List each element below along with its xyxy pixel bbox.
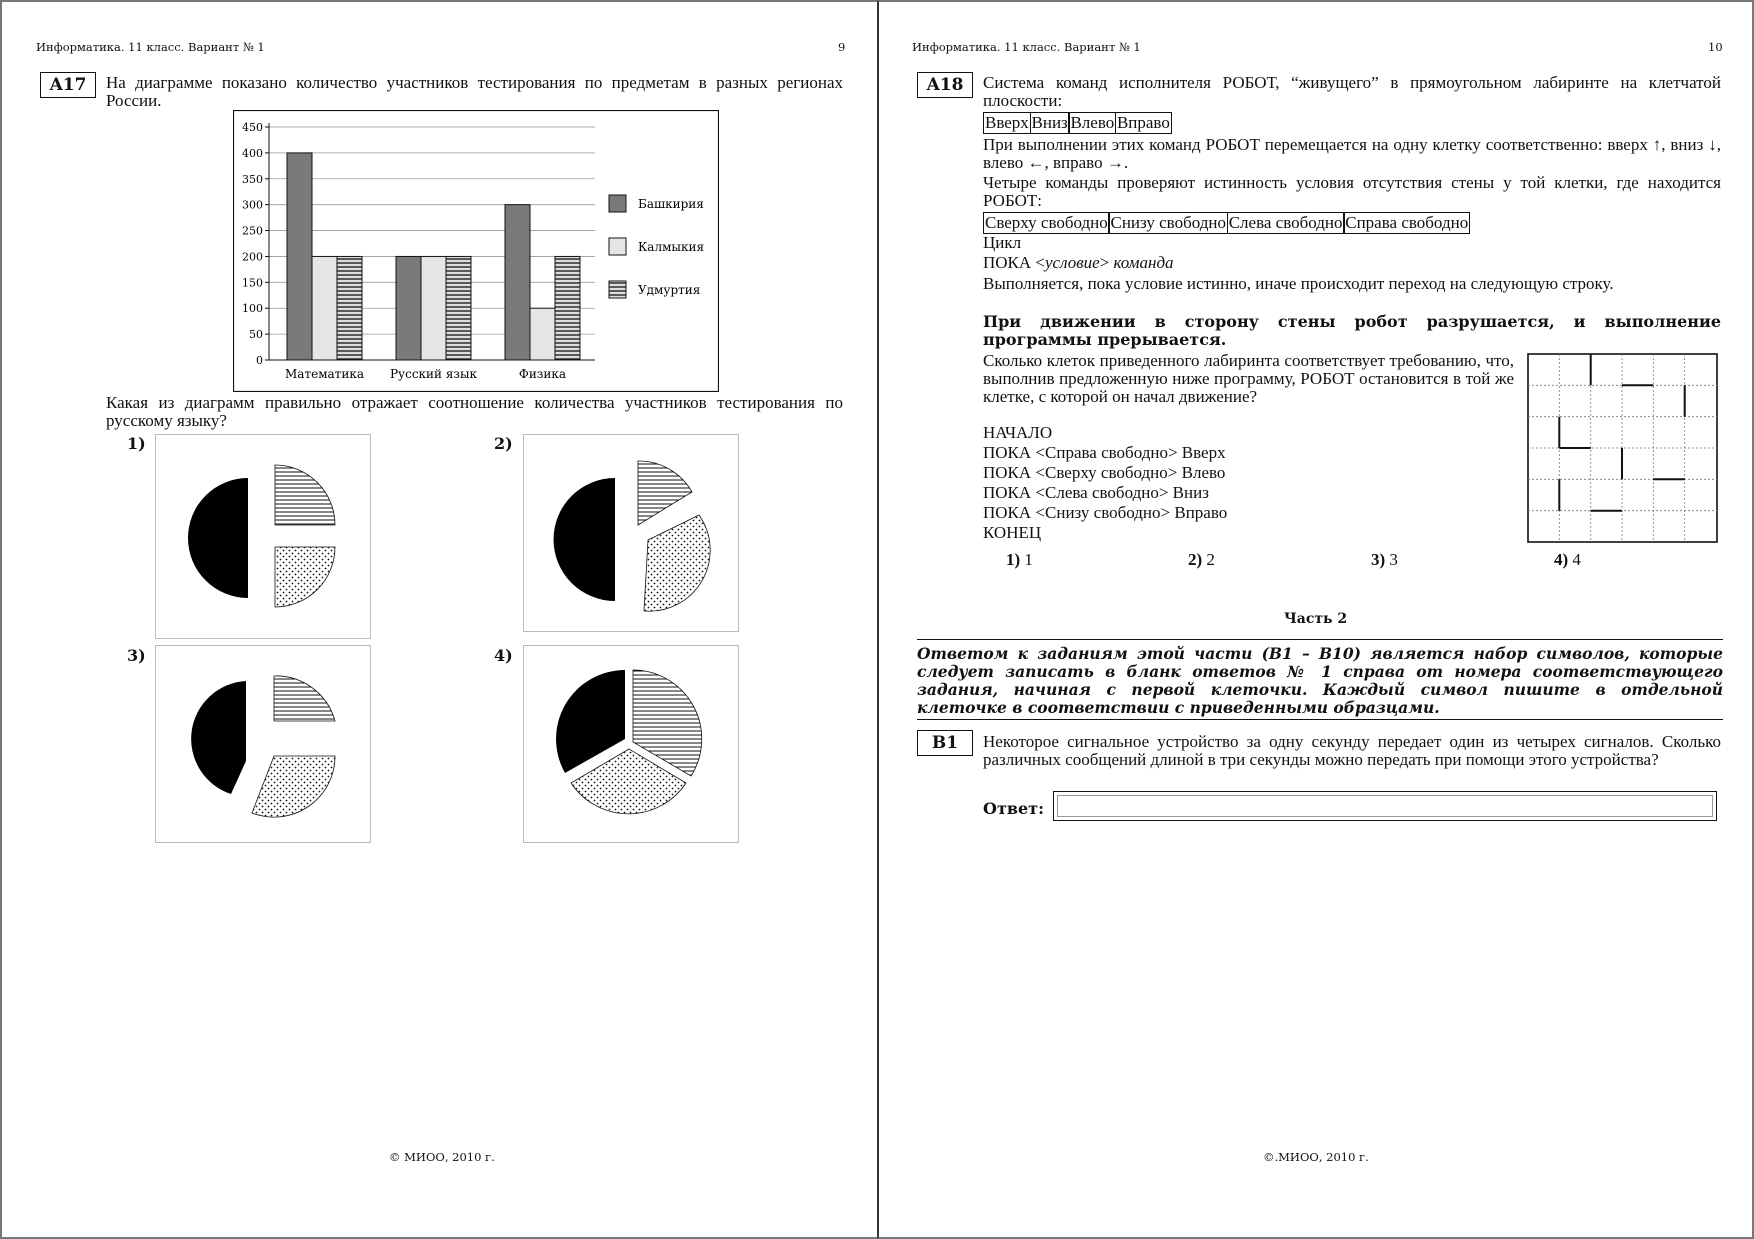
y-tick-label: 400: [242, 146, 263, 160]
check-left-free: Слева свободно: [1228, 213, 1343, 232]
pie3-slice-striped: [274, 676, 335, 721]
bar-chart: [233, 110, 719, 392]
page-header: Информатика. 11 класс. Вариант № 1: [36, 40, 265, 54]
y-tick-label: 300: [242, 198, 263, 212]
pie2-slice-dotted: [644, 515, 710, 611]
pie-option-3[interactable]: [155, 645, 371, 843]
a18-intro: Система команд исполнителя РОБОТ, “живущего” в прямоугольном лабиринте на клетчатой плоскости:: [983, 73, 1721, 110]
legend-swatch: [609, 238, 626, 255]
loop-word: Цикл: [983, 233, 1022, 252]
y-tick-label: 450: [242, 121, 263, 134]
question-label-b1: В1: [917, 730, 973, 756]
y-tick-label: 350: [242, 172, 263, 186]
pie-option-1[interactable]: [155, 434, 371, 639]
bar: [555, 256, 580, 360]
legend-swatch: [609, 195, 626, 212]
option-label-3[interactable]: 3): [127, 646, 146, 665]
page-number: 10: [1708, 40, 1723, 54]
y-tick-label: 0: [256, 354, 263, 367]
option-label-4[interactable]: 4): [494, 646, 513, 665]
divider: [917, 639, 1723, 640]
pie2-slice-striped: [638, 461, 692, 525]
answer-option-2[interactable]: 2) 2: [1188, 550, 1215, 569]
answer-option-1[interactable]: 1) 1: [1006, 550, 1033, 569]
bar: [396, 256, 421, 360]
question-text-a17: На диаграмме показано количество участников тестирования по предметам в разных регионах России.: [106, 73, 843, 110]
legend-label: Калмыкия: [638, 240, 705, 254]
x-tick-label: Физика: [518, 367, 567, 381]
page-footer: ©.МИОО, 2010 г.: [1263, 1150, 1369, 1164]
y-tick-label: 50: [249, 328, 263, 342]
bar: [287, 153, 312, 360]
program-line-1: ПОКА <Справа свободно> Вверх: [983, 443, 1226, 462]
page-footer: © МИОО, 2010 г.: [389, 1150, 495, 1164]
divider: [917, 719, 1723, 720]
pie1-slice-black: [188, 478, 248, 598]
b1-text: Некоторое сигнальное устройство за одну секунду передает один из четырех сигналов. Сколько различных сообщений длиной в три секунды можно передать при помощи этого устройства?: [983, 732, 1721, 769]
x-tick-label: Математика: [285, 367, 364, 381]
a18-moves-text: При выполнении этих команд РОБОТ перемещается на одну клетку соответственно: вверх ↑, вниз ↓, влево ←, вправо →.: [983, 135, 1721, 172]
cmd-up: Вверх: [985, 113, 1029, 132]
a18-warning: При движении в сторону стены робот разрушается, и выполнение программы прерывается.: [983, 312, 1721, 349]
check-commands-row: [983, 212, 1469, 234]
bar: [312, 256, 337, 360]
pie1-slice-striped: [275, 465, 335, 525]
y-tick-label: 100: [242, 302, 263, 316]
pie-option-4[interactable]: [523, 645, 739, 843]
question-label-a18: A18: [917, 72, 973, 98]
pie3-slice-dotted: [252, 756, 335, 817]
pie-option-2[interactable]: [523, 434, 739, 632]
maze-grid: [1527, 353, 1718, 543]
question-label-a17: A17: [40, 72, 96, 98]
y-tick-label: 200: [242, 250, 263, 264]
page-header: Информатика. 11 класс. Вариант № 1: [912, 40, 1141, 54]
bar: [421, 256, 446, 360]
bar: [505, 205, 530, 360]
pie3-slice-black: [191, 681, 246, 794]
x-tick-label: Русский язык: [389, 367, 478, 381]
bar: [337, 256, 362, 360]
loop-description: Выполняется, пока условие истинно, иначе происходит переход на следующую строку.: [983, 274, 1614, 293]
option-label-1[interactable]: 1): [127, 434, 146, 453]
legend-swatch: [609, 281, 626, 298]
loop-syntax: ПОКА <условие> команда: [983, 253, 1174, 272]
answer-option-3[interactable]: 3) 3: [1371, 550, 1398, 569]
pie1-slice-dotted: [275, 547, 335, 607]
program-line-2: ПОКА <Сверху свободно> Влево: [983, 463, 1226, 482]
program-line-0: НАЧАЛО: [983, 423, 1053, 442]
bar: [446, 256, 471, 360]
program-line-5: КОНЕЦ: [983, 523, 1042, 542]
bar: [530, 308, 555, 360]
y-tick-label: 250: [242, 224, 263, 238]
program-line-3: ПОКА <Слева свободно> Вниз: [983, 483, 1209, 502]
move-commands-row: [983, 112, 1171, 134]
answer-label: Ответ:: [983, 799, 1044, 818]
check-right-free: Справа свободно: [1345, 213, 1469, 232]
program-line-4: ПОКА <Снизу свободно> Вправо: [983, 503, 1228, 522]
question-text-a17-2: Какая из диаграмм правильно отражает соотношение количества участников тестирования по русскому языку?: [106, 393, 843, 430]
a18-checks-text: Четыре команды проверяют истинность условия отсутствия стены у той клетки, где находится РОБОТ:: [983, 173, 1721, 210]
option-label-2[interactable]: 2): [494, 434, 513, 453]
part-title: Часть 2: [1284, 611, 1348, 627]
y-tick-label: 150: [242, 276, 263, 290]
answer-option-4[interactable]: 4) 4: [1554, 550, 1581, 569]
cmd-down: Вниз: [1031, 113, 1068, 132]
cmd-left: Влево: [1070, 113, 1115, 132]
legend-label: Удмуртия: [638, 283, 701, 297]
answer-field[interactable]: [1053, 791, 1717, 821]
legend-label: Башкирия: [638, 197, 704, 211]
check-top-free: Сверху свободно: [985, 213, 1108, 232]
a18-question: Сколько клеток приведенного лабиринта соответствует требованию, что, выполнив предложенную ниже программу, РОБОТ остановится в той же клетке, с которой он начал движение?: [983, 351, 1514, 406]
check-bottom-free: Снизу свободно: [1110, 213, 1226, 232]
cmd-right: Вправо: [1116, 113, 1170, 132]
page-number: 9: [838, 40, 846, 54]
right-page: [877, 0, 1754, 1239]
pie2-slice-black: [554, 478, 615, 601]
part-instructions: Ответом к заданиям этой части (В1 – В10) является набор символов, которые следует записать в бланк ответов № 1 справа от номера соответствующего задания, начиная с первой клеточки. Каждый символ пишите в отдельной клеточке в соответствии с приведенными образцами.: [917, 644, 1723, 717]
